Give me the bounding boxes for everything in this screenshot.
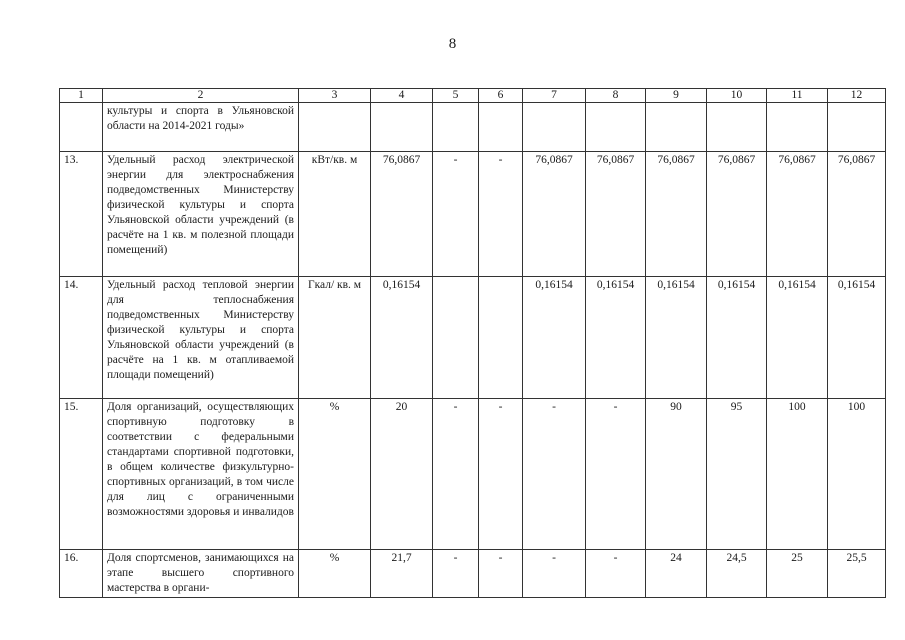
table-header-row: [60, 89, 886, 103]
value-cell: [586, 103, 646, 152]
column-header: 3: [299, 89, 371, 103]
row-number-cell: 16.: [60, 550, 103, 598]
value-cell: 0,16154: [646, 277, 707, 399]
value-cell: 20: [371, 399, 433, 550]
page-number: 8: [448, 36, 457, 52]
table-row: [60, 399, 886, 550]
value-cell: -: [479, 152, 523, 277]
column-header: 1: [60, 89, 103, 103]
value-cell: 0,16154: [523, 277, 586, 399]
unit-cell: кВт/кв. м: [299, 152, 371, 277]
value-cell: 100: [767, 399, 828, 550]
value-cell: 24,5: [707, 550, 767, 598]
value-cell: [767, 103, 828, 152]
row-number-cell: [60, 103, 103, 152]
table-row: [60, 152, 886, 277]
value-cell: 95: [707, 399, 767, 550]
indicator-description-cell: Удельный расход тепловой энергии для теплоснабжения подведомственных Министерству физической культуры и спорта Ульяновской области учреждений (в расчёте на 1 кв. м отапливаемой площади помещений): [103, 277, 299, 399]
column-header: 4: [371, 89, 433, 103]
value-cell: -: [433, 399, 479, 550]
value-cell: [479, 277, 523, 399]
value-cell: -: [586, 399, 646, 550]
column-header: 11: [767, 89, 828, 103]
value-cell: -: [586, 550, 646, 598]
column-header: 7: [523, 89, 586, 103]
value-cell: 76,0867: [707, 152, 767, 277]
value-cell: [479, 103, 523, 152]
value-cell: 0,16154: [371, 277, 433, 399]
table-row: [60, 550, 886, 598]
value-cell: -: [433, 550, 479, 598]
column-header: 2: [103, 89, 299, 103]
value-cell: -: [523, 399, 586, 550]
value-cell: 76,0867: [767, 152, 828, 277]
value-cell: 0,16154: [767, 277, 828, 399]
value-cell: [523, 103, 586, 152]
column-header: 6: [479, 89, 523, 103]
unit-cell: %: [299, 399, 371, 550]
value-cell: 0,16154: [828, 277, 886, 399]
indicator-description-cell: культуры и спорта в Ульяновской области на 2014-2021 годы»: [103, 103, 299, 152]
indicator-description-cell: Доля организаций, осуществляющих спортивную подготовку в соответствии с федеральными стандартами спортивной подготовки, в общем количестве физкультурно-спортивных организаций, в том числе для лиц с ограниченными возможностями здоровья и инвалидов: [103, 399, 299, 550]
value-cell: -: [479, 399, 523, 550]
value-cell: -: [523, 550, 586, 598]
row-number-cell: 15.: [60, 399, 103, 550]
value-cell: 0,16154: [586, 277, 646, 399]
table-row: [60, 103, 886, 152]
value-cell: 24: [646, 550, 707, 598]
value-cell: [707, 103, 767, 152]
column-header: 8: [586, 89, 646, 103]
value-cell: 76,0867: [828, 152, 886, 277]
value-cell: 25: [767, 550, 828, 598]
row-number-cell: 14.: [60, 277, 103, 399]
value-cell: [828, 103, 886, 152]
value-cell: 76,0867: [646, 152, 707, 277]
value-cell: 0,16154: [707, 277, 767, 399]
column-header: 5: [433, 89, 479, 103]
value-cell: 100: [828, 399, 886, 550]
indicators-table: [59, 88, 886, 598]
column-header: 10: [707, 89, 767, 103]
value-cell: 76,0867: [523, 152, 586, 277]
value-cell: -: [433, 152, 479, 277]
indicator-description-cell: Доля спортсменов, занимающихся на этапе высшего спортивного мастерства в органи-: [103, 550, 299, 598]
value-cell: 21,7: [371, 550, 433, 598]
value-cell: [433, 103, 479, 152]
value-cell: [433, 277, 479, 399]
value-cell: 76,0867: [586, 152, 646, 277]
unit-cell: [299, 103, 371, 152]
value-cell: [646, 103, 707, 152]
indicator-description-cell: Удельный расход электрической энергии для электроснабжения подведомственных Министерству физической культуры и спорта Ульяновской области учреждений (в расчёте на 1 кв. м полезной площади помещений): [103, 152, 299, 277]
value-cell: [371, 103, 433, 152]
column-header: 9: [646, 89, 707, 103]
value-cell: 76,0867: [371, 152, 433, 277]
table-row: [60, 277, 886, 399]
unit-cell: Гкал/ кв. м: [299, 277, 371, 399]
value-cell: 25,5: [828, 550, 886, 598]
column-header: 12: [828, 89, 886, 103]
row-number-cell: 13.: [60, 152, 103, 277]
value-cell: 90: [646, 399, 707, 550]
unit-cell: %: [299, 550, 371, 598]
value-cell: -: [479, 550, 523, 598]
